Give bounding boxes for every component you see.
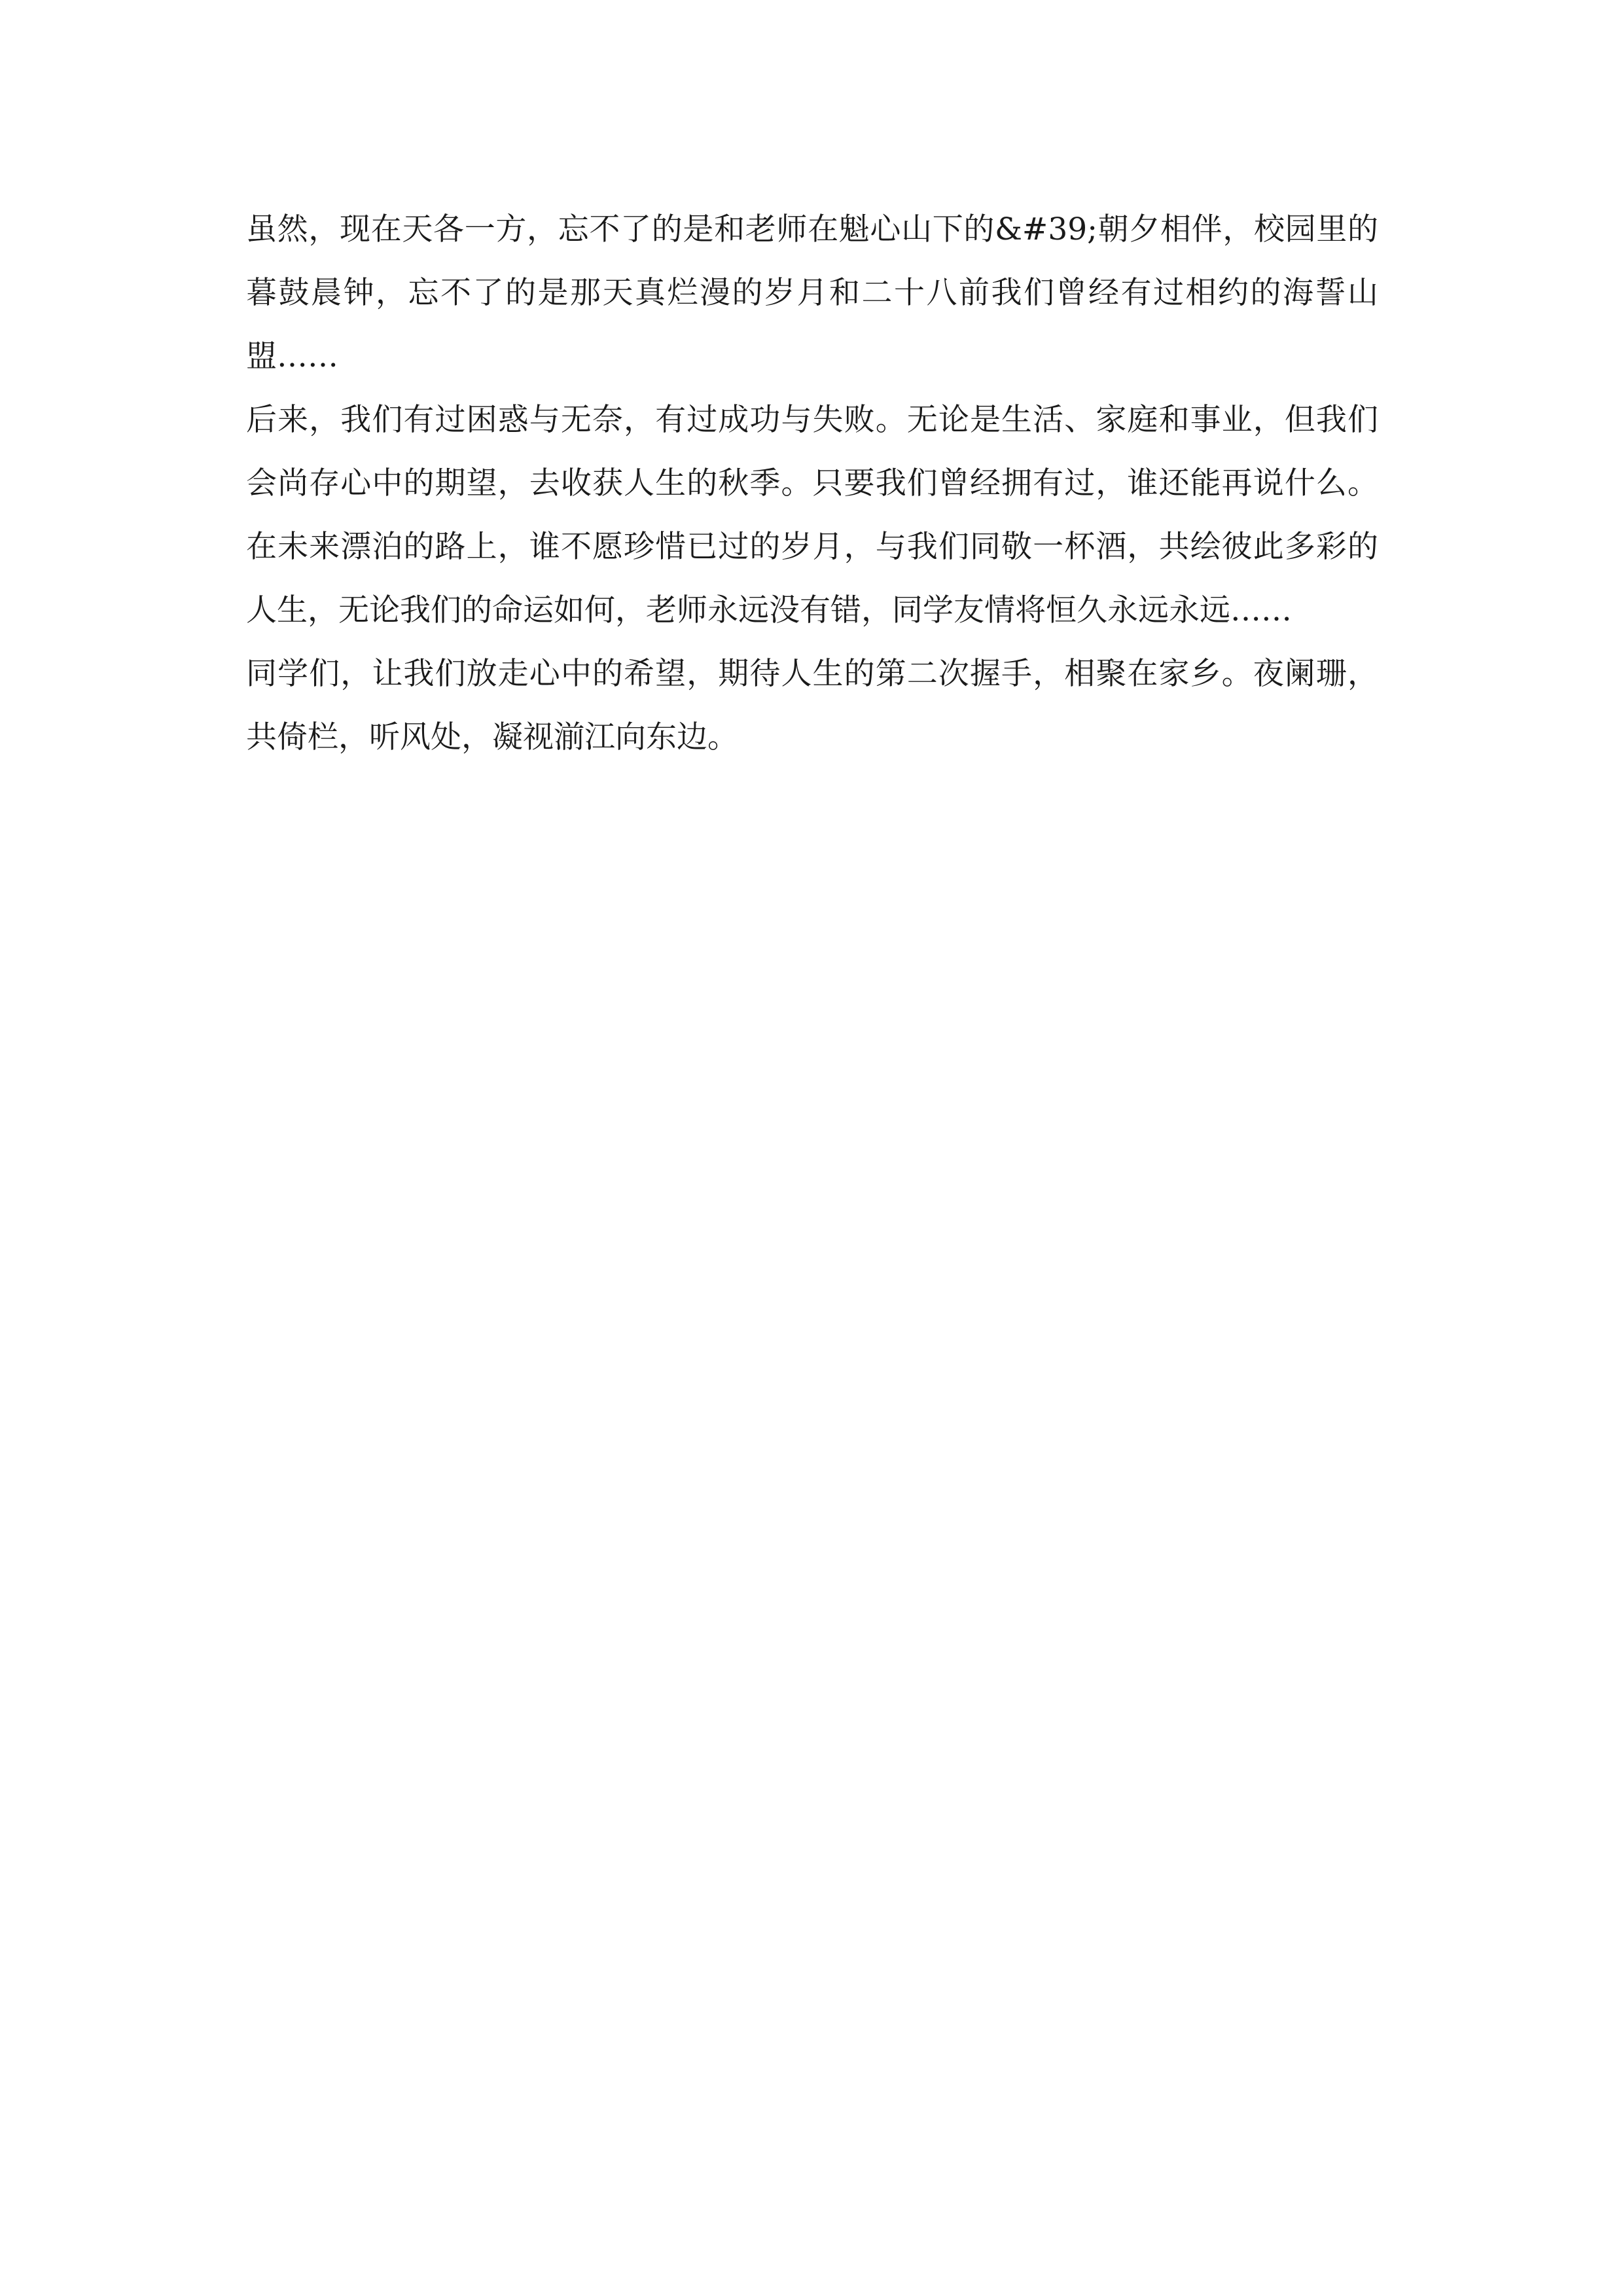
paragraph-2: 后来，我们有过困惑与无奈，有过成功与失败。无论是生活、家庭和事业，但我们会尚存心中的期望，去收获人生的秋季。只要我们曾经拥有过，谁还能再说什么。在未来漂泊的路上，谁不愿珍惜已过的岁月，与我们同敬一杯酒，共绘彼此多彩的人生，无论我们的命运如何，老师永远没有错，同学友情将恒久永远永远……: [246, 402, 1378, 628]
document-body: [246, 198, 1378, 769]
paragraph-3: 同学们，让我们放走心中的希望，期待人生的第二次握手，相聚在家乡。夜阑珊，共倚栏，听风处，凝视湔江向东边。: [246, 656, 1378, 755]
paragraph-1: 虽然，现在天各一方，忘不了的是和老师在魁心山下的&#39;朝夕相伴，校园里的暮鼓晨钟，忘不了的是那天真烂漫的岁月和二十八前我们曾经有过相约的海誓山盟……: [246, 211, 1378, 374]
